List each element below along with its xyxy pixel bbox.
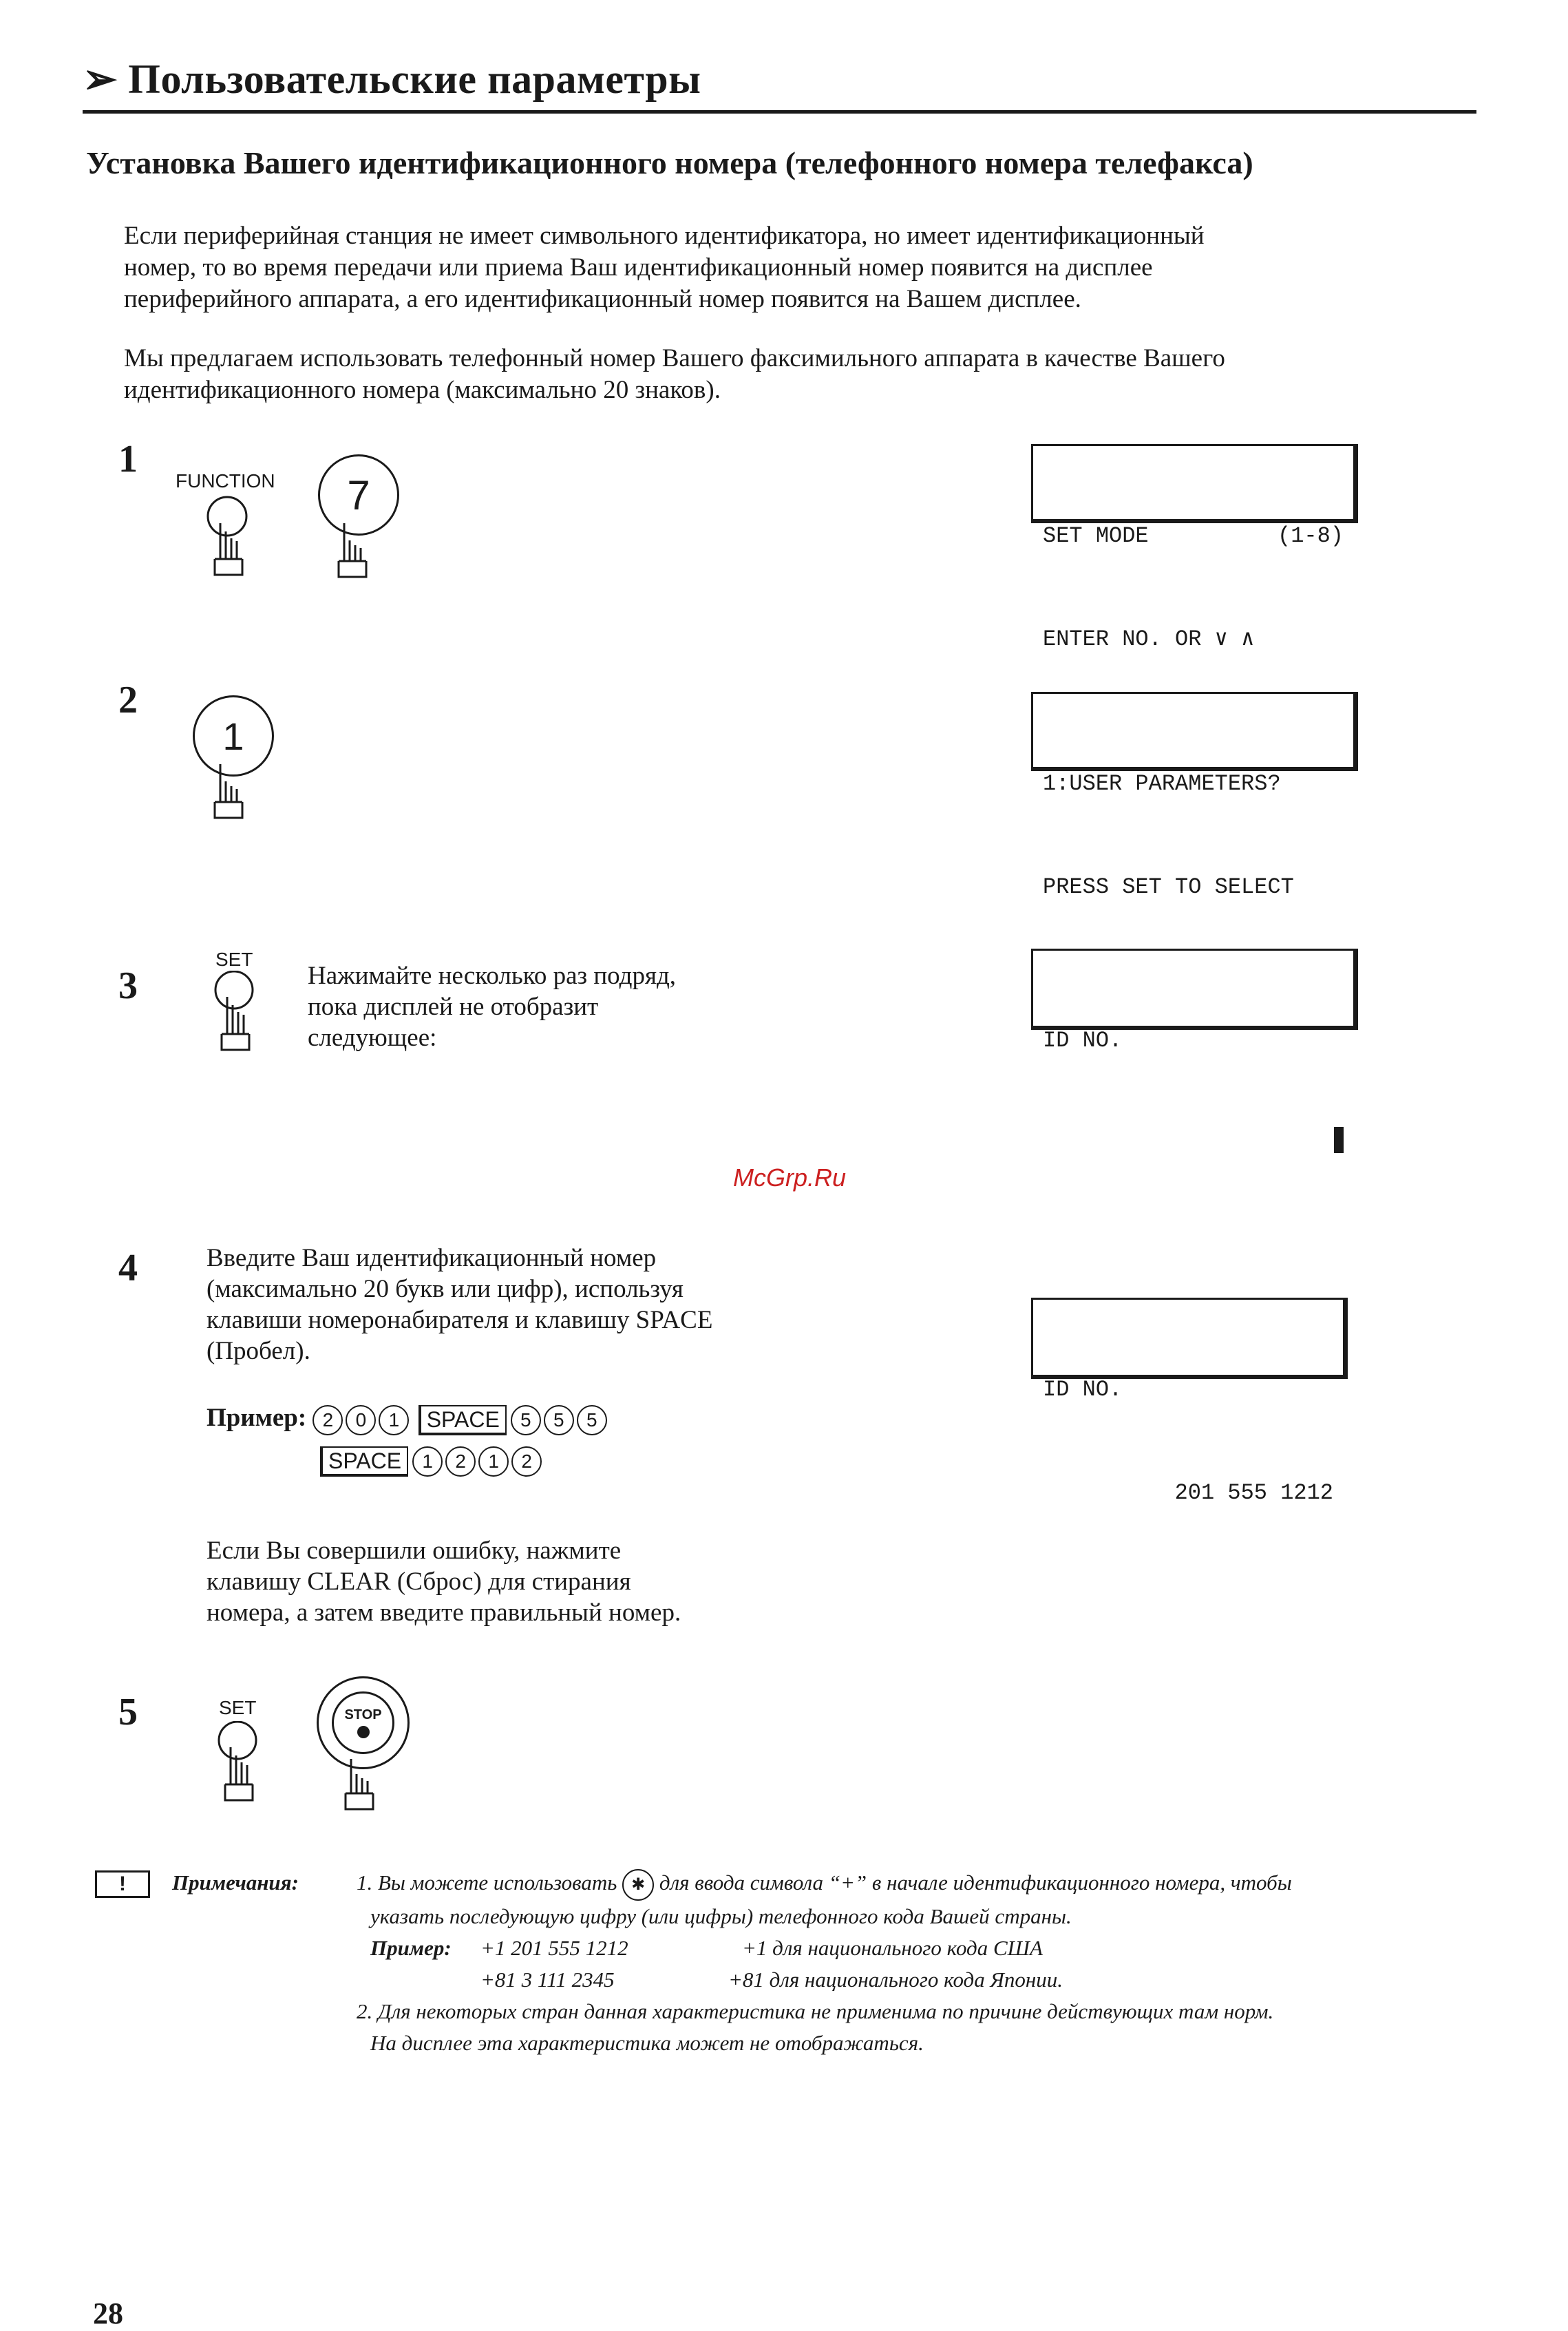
lcd-display-step3 (1031, 949, 1358, 1053)
example-number: +1 201 555 1212 (480, 1935, 628, 1960)
example-description: +81 для национального кода Японии. (728, 1967, 1063, 1992)
key-2: 2 (312, 1405, 343, 1435)
key-1: 1 (478, 1446, 509, 1477)
step-text-line: клавиши номеронабирателя и клавишу SPACE (206, 1306, 713, 1334)
function-button[interactable] (200, 496, 255, 582)
step-1-number: 1 (118, 438, 138, 481)
key-2: 2 (511, 1446, 542, 1477)
key-5: 5 (577, 1405, 607, 1435)
step-2-number: 2 (118, 679, 138, 721)
lcd-line: PRESS SET TO SELECT (1043, 874, 1294, 900)
lcd-display-step2 (1031, 692, 1358, 900)
intro-line: периферийного аппарата, а его идентификационный номер появится на Вашем дисплее. (124, 285, 1081, 313)
step-text-line: Нажимайте несколько раз подряд, (308, 962, 677, 990)
hand-press-icon (206, 764, 262, 823)
stop-button[interactable] (317, 1676, 410, 1769)
notes-example-label: Пример: (370, 1935, 452, 1960)
hand-press-icon (200, 496, 255, 578)
section-title: Установка Вашего идентификационного номера (телефонного номера телефакса) (86, 145, 1253, 180)
lcd-cursor (1334, 1127, 1344, 1153)
hand-press-icon (337, 1759, 392, 1814)
arrow-icon: ➢ (83, 56, 118, 102)
page-title (83, 55, 701, 103)
space-key: SPACE (320, 1446, 408, 1477)
suggestion-paragraph (124, 343, 1432, 406)
suggestion-line: идентификационного номера (максимально 20 знаков). (124, 376, 721, 404)
stop-inner (332, 1691, 394, 1754)
key-7-label: 7 (347, 472, 370, 518)
stop-icon (357, 1726, 370, 1738)
function-label: FUNCTION (176, 470, 275, 492)
exclamation-icon: ! (119, 1873, 126, 1895)
key-1: 1 (412, 1446, 443, 1477)
hand-press-icon (210, 1721, 265, 1804)
lcd-line: 201 555 1212 (1174, 1480, 1333, 1506)
key-5: 5 (544, 1405, 574, 1435)
notes-label: Примечания: (172, 1870, 299, 1895)
step-3-number: 3 (118, 964, 138, 1007)
key-2: 2 (445, 1446, 476, 1477)
step-text-line: (Пробел). (206, 1337, 310, 1365)
note-1-text: для ввода символа “+” в начале идентификационного номера, чтобы (659, 1870, 1292, 1895)
lcd-line: 1:USER PARAMETERS? (1043, 771, 1281, 797)
example-label: Пример: (206, 1404, 307, 1432)
step-4-number: 4 (118, 1247, 138, 1289)
lcd-range: (1-8) (1277, 523, 1344, 549)
lcd-line: ENTER NO. OR ∨ ∧ (1043, 626, 1255, 652)
note-1-text: 1. Вы можете использовать (357, 1870, 617, 1895)
step-text-line: номера, а затем введите правильный номер. (206, 1599, 681, 1627)
example-number: +81 3 111 2345 (480, 1967, 615, 1992)
lcd-line: ID NO. (1043, 1377, 1123, 1402)
step-3-text (308, 960, 676, 1053)
lcd-line: SET MODE (1043, 523, 1149, 549)
set-label: SET (215, 949, 253, 970)
page-number: 28 (93, 2297, 123, 2330)
note-2-line2: На дисплее эта характеристика может не отображаться. (370, 2030, 924, 2055)
space-key: SPACE (419, 1405, 507, 1435)
key-1: 1 (379, 1405, 409, 1435)
lcd-display-step4 (1031, 1298, 1348, 1506)
notes-badge (95, 1870, 150, 1898)
set-button[interactable] (206, 971, 262, 1057)
step-text-line: (максимально 20 букв или цифр), используя (206, 1275, 684, 1303)
set-button[interactable] (210, 1721, 265, 1807)
step-text-line: пока дисплей не отобразит (308, 993, 599, 1021)
notes-body (357, 1867, 1472, 2059)
hand-press-icon (206, 971, 262, 1053)
step-text-line: клавишу CLEAR (Сброс) для стирания (206, 1568, 631, 1596)
key-0: 0 (346, 1405, 376, 1435)
lcd-line: ID NO. (1043, 1028, 1123, 1053)
note-1-line2: указать последующую цифру (или цифры) телефонного кода Вашей страны. (370, 1903, 1072, 1928)
hand-press-icon (330, 523, 385, 582)
note-2-line1: 2. Для некоторых стран данная характеристика не применима по причине действующих там норм. (357, 1998, 1274, 2023)
step-text-line: следующее: (308, 1024, 437, 1052)
step-text-line: Введите Ваш идентификационный номер (206, 1244, 657, 1272)
intro-line: номер, то во время передачи или приема Ваш идентификационный номер появится на дисплее (124, 253, 1153, 282)
watermark: McGrp.Ru (733, 1163, 847, 1192)
set-label: SET (219, 1697, 257, 1718)
example-keys (206, 1397, 610, 1480)
suggestion-line: Мы предлагаем использовать телефонный номер Вашего факсимильного аппарата в качестве Вашего (124, 344, 1225, 372)
example-description: +1 для национального кода США (742, 1935, 1043, 1960)
key-1-label: 1 (222, 714, 244, 758)
stop-label: STOP (344, 1707, 382, 1722)
step-5-number: 5 (118, 1691, 138, 1733)
key-5: 5 (511, 1405, 541, 1435)
intro-line: Если периферийная станция не имеет символьного идентификатора, но имеет идентификационный (124, 222, 1205, 250)
title-divider (83, 110, 1476, 114)
lcd-display-step1 (1031, 444, 1358, 652)
intro-paragraph (124, 220, 1432, 315)
page-title-text: Пользовательские параметры (128, 56, 701, 102)
step-text-line: Если Вы совершили ошибку, нажмите (206, 1537, 622, 1565)
step-4-text (206, 1243, 712, 1367)
asterisk-key-icon: ✱ (622, 1869, 654, 1901)
error-hint (206, 1535, 681, 1628)
